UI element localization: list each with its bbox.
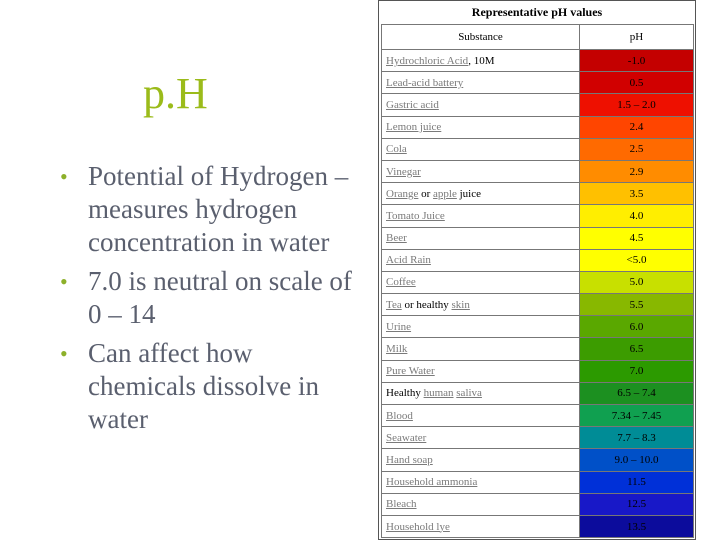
substance-cell [382,227,580,249]
table-row [382,94,694,116]
substance-link[interactable]: Lemon juice [386,121,442,134]
substance-cell [382,449,580,471]
table-row [382,138,694,160]
table-row [382,227,694,249]
table-row [382,72,694,94]
substance-link[interactable]: Hydrochloric Acid [386,54,469,67]
bullet-text: Potential of Hydrogen – measures hydrogen concentration in water [88,161,349,257]
substance-cell [382,94,580,116]
table-row [382,449,694,471]
ph-value-cell: 6.0 [580,316,694,338]
table-row [382,427,694,449]
bullet-item [60,265,360,331]
table-row [382,360,694,382]
substance-text: or healthy [401,298,452,311]
substance-link[interactable]: Urine [386,320,412,333]
ph-value-cell: 4.0 [580,205,694,227]
substance-link[interactable]: human [423,387,454,400]
ph-value-cell: 9.0 – 10.0 [580,449,694,471]
bullet-item [60,160,360,259]
ph-value-cell: 2.5 [580,138,694,160]
substance-text: Healthy [386,387,424,400]
table-row [382,50,694,72]
ph-table-container [378,0,696,540]
substance-link[interactable]: Pure Water [386,365,435,378]
bullet-text: 7.0 is neutral on scale of 0 – 14 [88,266,352,329]
substance-cell [382,183,580,205]
table-row [382,382,694,404]
substance-cell [382,405,580,427]
substance-cell [382,382,580,404]
ph-value-cell: 4.5 [580,227,694,249]
substance-link[interactable]: Blood [386,409,413,422]
substance-link[interactable]: Cola [386,143,407,156]
substance-cell [382,160,580,182]
table-row [382,493,694,515]
table-row [382,205,694,227]
ph-value-cell: 5.5 [580,294,694,316]
substance-link[interactable]: skin [451,298,470,311]
substance-link[interactable]: Beer [386,232,407,245]
ph-value-cell: 2.9 [580,160,694,182]
ph-value-cell: 6.5 [580,338,694,360]
ph-value-cell: -1.0 [580,50,694,72]
substance-cell [382,316,580,338]
ph-value-cell: <5.0 [580,249,694,271]
ph-value-cell: 11.5 [580,471,694,493]
substance-link[interactable]: saliva [456,387,482,400]
ph-table [381,24,694,538]
substance-cell [382,471,580,493]
ph-value-cell: 7.0 [580,360,694,382]
substance-link[interactable]: apple [433,187,457,200]
table-row [382,160,694,182]
substance-link[interactable]: Gastric acid [386,98,439,111]
table-row [382,515,694,537]
substance-cell [382,138,580,160]
substance-link[interactable]: Acid Rain [386,254,431,267]
substance-cell [382,338,580,360]
substance-link[interactable]: Seawater [386,431,427,444]
table-row [382,183,694,205]
substance-link[interactable]: Orange [386,187,419,200]
bullet-dot-icon: • [60,341,68,366]
ph-value-cell: 0.5 [580,72,694,94]
ph-value-cell: 13.5 [580,515,694,537]
substance-link[interactable]: Milk [386,343,408,356]
table-body [382,50,694,538]
table-caption: Representative pH values [471,5,603,19]
substance-text: juice [456,187,482,200]
substance-cell [382,50,580,72]
table-row [382,338,694,360]
ph-value-cell: 12.5 [580,493,694,515]
substance-link[interactable]: Bleach [386,498,417,511]
table-row [382,405,694,427]
table-row [382,294,694,316]
ph-value-cell: 2.4 [580,116,694,138]
substance-cell [382,360,580,382]
substance-cell [382,294,580,316]
ph-value-cell: 3.5 [580,183,694,205]
substance-link[interactable]: Lead-acid battery [386,76,464,89]
bullet-list [60,160,360,442]
substance-cell [382,493,580,515]
ph-value-cell: 7.34 – 7.45 [580,405,694,427]
substance-cell [382,515,580,537]
bullet-text: Can affect how chemicals dissolve in water [88,338,319,434]
substance-link[interactable]: Coffee [386,276,416,289]
substance-link[interactable]: Vinegar [386,165,421,178]
substance-text: or [418,187,434,200]
substance-link[interactable]: Tomato Juice [386,209,445,222]
substance-cell [382,249,580,271]
table-header-row [382,25,694,50]
bullet-item [60,337,360,436]
table-row [382,316,694,338]
bullet-dot-icon: • [60,164,68,189]
header-substance: Substance [382,25,580,50]
header-ph: pH [580,25,694,50]
substance-link[interactable]: Household ammonia [386,476,478,489]
substance-cell [382,271,580,293]
substance-cell [382,427,580,449]
bullet-dot-icon: • [60,269,68,294]
substance-link[interactable]: Tea [386,298,402,311]
ph-value-cell: 6.5 – 7.4 [580,382,694,404]
slide-title: p.H [143,69,208,118]
substance-cell [382,205,580,227]
substance-link[interactable]: Household lye [386,520,450,533]
substance-link[interactable]: Hand soap [386,453,433,466]
table-row [382,249,694,271]
substance-cell [382,116,580,138]
table-row [382,116,694,138]
substance-cell [382,72,580,94]
table-row [382,471,694,493]
ph-value-cell: 5.0 [580,271,694,293]
table-row [382,271,694,293]
ph-value-cell: 7.7 – 8.3 [580,427,694,449]
substance-text: , 10M [468,54,495,67]
ph-value-cell: 1.5 – 2.0 [580,94,694,116]
